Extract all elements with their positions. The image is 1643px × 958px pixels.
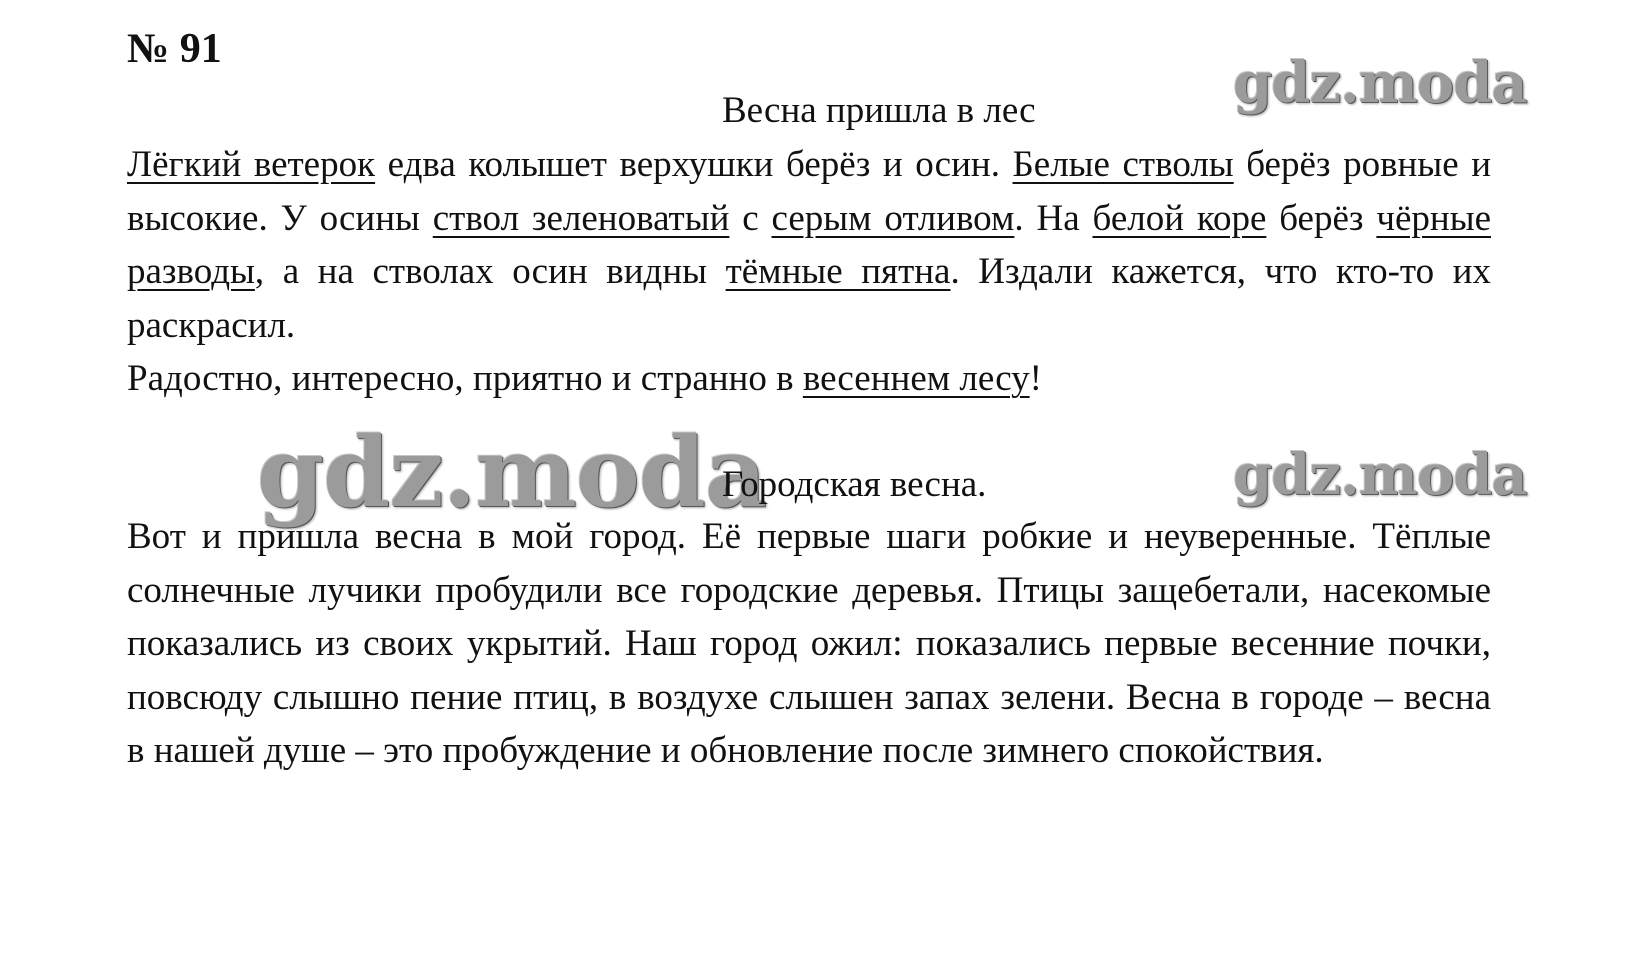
- section1-paragraph1: [127, 138, 1491, 352]
- underlined-phrase: Лёгкий ветерок: [127, 144, 376, 185]
- underlined-phrase: тёмные пятна: [725, 251, 951, 292]
- underlined-phrase: весеннем лесу: [802, 358, 1030, 399]
- underlined-phrase: чёрные разводы: [127, 197, 1491, 292]
- task-number: № 91: [127, 26, 222, 72]
- underlined-phrase: Белые стволы: [1012, 144, 1234, 185]
- watermark-logo: gdz.moda: [1233, 50, 1527, 116]
- section2-paragraph: Вот и пришла весна в мой город. Её первые шаги робкие и неуверенные. Тёплые солнечные лучики пробудили все городские деревья. Птицы защебетали, насекомые показались из своих укрытий. Наш город ожил: показались первые весенние почки, повсюду слышно пение птиц, в воздухе слышен запах зелени. Весна в городе – весна в нашей душе – это пробуждение и обновление после зимнего спокойствия.: [127, 516, 1491, 771]
- text-run: Радостно, интересно, приятно и странно в: [127, 358, 803, 399]
- text-run: . На: [1014, 197, 1093, 239]
- underlined-phrase: ствол зеленоватый: [432, 197, 730, 239]
- section2-title: Городская весна.: [722, 464, 987, 505]
- text-run: едва колышет верхушки берёз и осин.: [375, 144, 1013, 185]
- section1-paragraph2: [127, 352, 1491, 406]
- underlined-phrase: серым отливом: [771, 197, 1015, 239]
- text-run: , а на стволах осин видны: [254, 251, 726, 292]
- text-run: берёз ровные и высокие. У осины: [127, 144, 1491, 239]
- section1-title: Весна пришла в лес: [722, 90, 1036, 131]
- text-run: берёз: [1266, 197, 1377, 239]
- text-run: с: [729, 197, 772, 239]
- text-run: . Издали кажется, что кто-то их раскрасил.: [127, 251, 1491, 346]
- underlined-phrase: белой коре: [1092, 197, 1267, 239]
- text-run: !: [1029, 358, 1042, 399]
- watermark-logo: gdz.moda: [1233, 442, 1527, 508]
- watermark-logo-large: gdz.moda: [257, 416, 767, 529]
